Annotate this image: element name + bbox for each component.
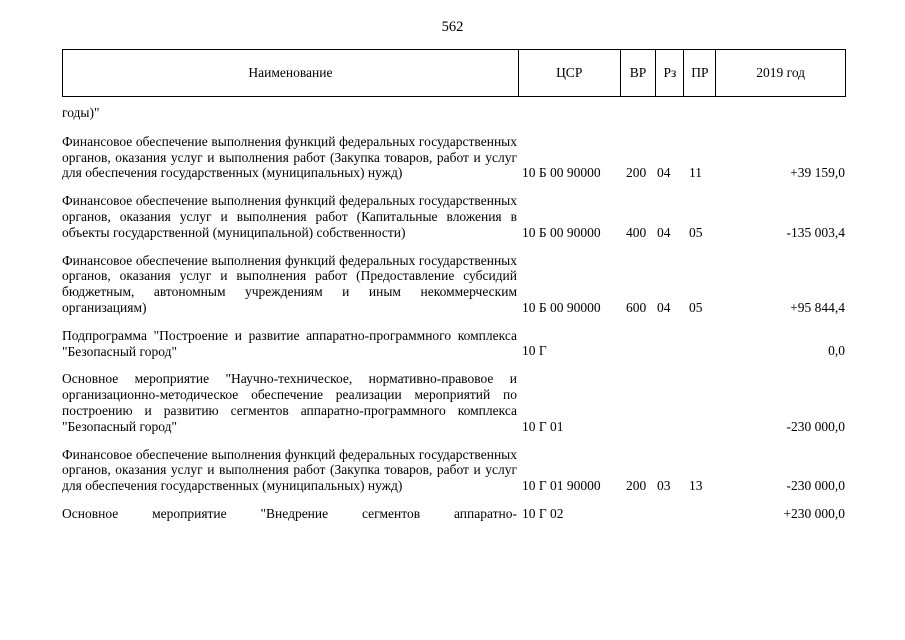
row-pr: 05 bbox=[689, 299, 703, 315]
row-value: +39 159,0 bbox=[790, 165, 845, 181]
row-name: Финансовое обеспечение выполнения функций федеральных государственных органов, оказания услуг и выполнения работ (Закупка товаров, работ и услуг для обеспечения государственных (муниципальных) нужд) bbox=[62, 133, 517, 181]
row-rz: 04 bbox=[657, 165, 671, 181]
row-value: -230 000,0 bbox=[786, 418, 845, 434]
table-row bbox=[0, 105, 905, 121]
row-pr: 05 bbox=[689, 224, 703, 240]
row-vr: 200 bbox=[626, 477, 647, 493]
row-name: Основное мероприятие "Внедрение сегментов аппаратно- bbox=[62, 505, 517, 521]
row-csr: 10 Г 01 bbox=[522, 418, 564, 434]
table-body bbox=[0, 105, 905, 534]
row-csr: 10 Б 00 90000 bbox=[522, 224, 601, 240]
row-pr: 13 bbox=[689, 477, 703, 493]
row-name: Финансовое обеспечение выполнения функций федеральных государственных органов, оказания услуг и выполнения работ (Закупка товаров, работ и услуг для обеспечения государственных (муниципальных) нужд) bbox=[62, 446, 517, 494]
column-header-name: Наименование bbox=[248, 65, 333, 80]
row-csr: 10 Г 01 90000 bbox=[522, 477, 601, 493]
row-rz: 04 bbox=[657, 224, 671, 240]
table-row bbox=[0, 253, 905, 316]
row-vr: 600 bbox=[626, 299, 647, 315]
table-row bbox=[0, 371, 905, 434]
row-name: Подпрограмма "Построение и развитие аппаратно-программного комплекса "Безопасный город" bbox=[62, 327, 517, 359]
row-vr: 400 bbox=[626, 224, 647, 240]
row-pr: 11 bbox=[689, 165, 702, 181]
row-vr: 200 bbox=[626, 165, 647, 181]
table-row bbox=[0, 506, 905, 522]
row-name: Финансовое обеспечение выполнения функций федеральных государственных органов, оказания услуг и выполнения работ (Предоставление субсидий бюджетным, автономным учреждениям и иным некоммерческим организациям) bbox=[62, 252, 517, 315]
column-header-vr: ВР bbox=[620, 50, 656, 96]
row-codes bbox=[0, 165, 905, 181]
row-codes bbox=[0, 506, 905, 522]
row-name: Финансовое обеспечение выполнения функций федеральных государственных органов, оказания услуг и выполнения работ (Капитальные вложения в объекты государственной (муниципальной) собственности) bbox=[62, 193, 517, 240]
row-value: +230 000,0 bbox=[783, 505, 845, 521]
row-codes bbox=[0, 478, 905, 494]
row-codes bbox=[0, 419, 905, 435]
table-header bbox=[62, 49, 846, 97]
table-row bbox=[0, 447, 905, 494]
row-value: -230 000,0 bbox=[786, 477, 845, 493]
row-rz: 03 bbox=[657, 477, 671, 493]
column-header-pr: ПР bbox=[683, 50, 715, 96]
row-csr: 10 Б 00 90000 bbox=[522, 299, 601, 315]
column-header-rz: Рз bbox=[655, 50, 683, 96]
column-header-year: 2019 год bbox=[715, 50, 845, 96]
table-row bbox=[0, 134, 905, 181]
row-value: +95 844,4 bbox=[790, 299, 845, 315]
column-header-csr: ЦСР bbox=[518, 50, 620, 96]
row-csr: 10 Б 00 90000 bbox=[522, 165, 601, 181]
row-codes bbox=[0, 225, 905, 241]
row-csr: 10 Г 02 bbox=[522, 505, 564, 521]
row-codes bbox=[0, 343, 905, 359]
row-csr: 10 Г bbox=[522, 343, 547, 359]
row-value: 0,0 bbox=[828, 343, 845, 359]
row-codes bbox=[0, 300, 905, 316]
row-rz: 04 bbox=[657, 299, 671, 315]
table-row bbox=[0, 328, 905, 360]
table-row bbox=[0, 193, 905, 240]
row-name: годы)" bbox=[62, 105, 100, 120]
page-number: 562 bbox=[441, 19, 464, 35]
row-value: -135 003,4 bbox=[786, 224, 845, 240]
row-name: Основное мероприятие "Научно-техническое, нормативно-правовое и организационно-методическое обеспечение реализации мероприятий по построению и развитию сегментов аппаратно-программного комплекса "Безопасный город" bbox=[62, 371, 517, 434]
